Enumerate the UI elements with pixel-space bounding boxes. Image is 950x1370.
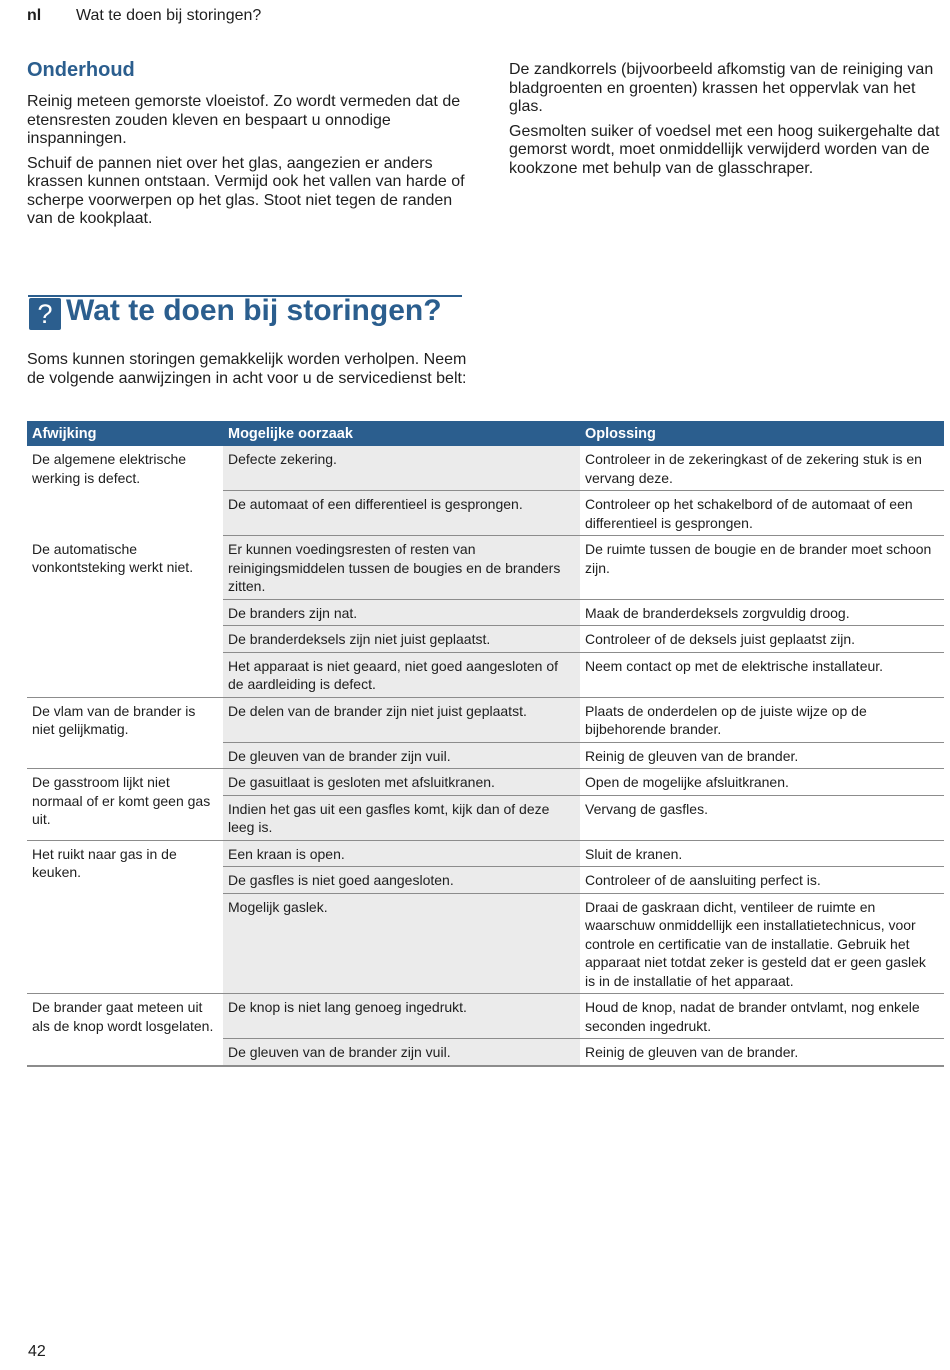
maintenance-paragraph: Schuif de pannen niet over het glas, aangezien er anders krassen kunnen ontstaan. Vermijd ook het vallen van harde of scherpe voorwerpen op het glas. Stoot niet tegen de randen van de kookplaat. [27,154,465,227]
solution-cell: Reinig de gleuven van de brander. [580,742,944,769]
maintenance-paragraph: De zandkorrels (bijvoorbeeld afkomstig van de reiniging van bladgroenten en groenten) krassen het oppervlak van het glas. [509,61,934,115]
fault-cell: De gasstroom lijkt niet normaal of er komt geen gas uit. [27,769,223,841]
running-header [27,7,261,25]
cause-cell: De branderdeksels zijn niet juist geplaatst. [223,626,580,653]
maintenance-left-column [27,93,467,235]
solution-cell: Controleer in de zekeringkast of de zekering stuk is en vervang deze. [580,446,944,491]
cause-cell: Een kraan is open. [223,840,580,867]
cause-cell: De delen van de brander zijn niet juist geplaatst. [223,697,580,742]
maintenance-right-column [509,61,944,184]
table-row [27,994,944,1039]
troubleshooting-table [27,421,944,1067]
cause-cell: De automaat of een differentieel is gesprongen. [223,491,580,536]
cause-cell: Het apparaat is niet geaard, niet goed aangesloten of de aardleiding is defect. [223,652,580,697]
solution-cell: Reinig de gleuven van de brander. [580,1039,944,1066]
cause-cell: De gleuven van de brander zijn vuil. [223,1039,580,1066]
fault-cell: De algemene elektrische werking is defect. [27,446,223,536]
solution-cell: Houd de knop, nadat de brander ontvlamt, nog enkele seconden ingedrukt. [580,994,944,1039]
solution-cell: Maak de branderdeksels zorgvuldig droog. [580,599,944,626]
solution-cell: Plaats de onderdelen op de juiste wijze op de bijbehorende brander. [580,697,944,742]
cause-cell: De gleuven van de brander zijn vuil. [223,742,580,769]
column-header-cause: Mogelijke oorzaak [223,421,580,446]
cause-cell: De knop is niet lang genoeg ingedrukt. [223,994,580,1039]
fault-cell: De automatische vonkontsteking werkt niet. [27,536,223,698]
maintenance-paragraph: Reinig meteen gemorste vloeistof. Zo wordt vermeden dat de etensresten zouden kleven en bespaart u onnodige inspanningen. [27,93,461,147]
table-row [27,769,944,796]
column-header-solution: Oplossing [580,421,944,446]
maintenance-paragraph: Gesmolten suiker of voedsel met een hoog suikergehalte dat gemorst wordt, moet onmiddellijk verwijderd worden van de kookzone met behulp van de glasschraper. [509,122,940,177]
solution-cell: De ruimte tussen de bougie en de brander moet schoon zijn. [580,536,944,600]
solution-cell: Vervang de gasfles. [580,795,944,840]
solution-cell: Sluit de kranen. [580,840,944,867]
running-header-title: Wat te doen bij storingen? [76,7,262,24]
maintenance-heading: Onderhoud [27,59,135,81]
fault-cell: De brander gaat meteen uit als de knop wordt losgelaten. [27,994,223,1066]
cause-cell: Indien het gas uit een gasfles komt, kijk dan of deze leeg is. [223,795,580,840]
cause-cell: De gasuitlaat is gesloten met afsluitkranen. [223,769,580,796]
cause-cell: Er kunnen voedingsresten of resten van reinigingsmiddelen tussen de bougies en de branders zitten. [223,536,580,600]
cause-cell: Mogelijk gaslek. [223,893,580,994]
solution-cell: Controleer op het schakelbord of de automaat of een differentieel is gesprongen. [580,491,944,536]
fault-cell: Het ruikt naar gas in de keuken. [27,840,223,994]
table-row [27,446,944,491]
question-icon [29,298,61,330]
solution-cell: Controleer of de aansluiting perfect is. [580,867,944,894]
table-row [27,536,944,600]
table-row [27,697,944,742]
solution-cell: Open de mogelijke afsluitkranen. [580,769,944,796]
table-header-row [27,421,944,446]
chapter-title: Wat te doen bij storingen? [66,294,442,327]
cause-cell: Defecte zekering. [223,446,580,491]
chapter-intro: Soms kunnen storingen gemakkelijk worden verholpen. Neem de volgende aanwijzingen in acht voor u de servicedienst belt: [27,351,467,387]
solution-cell: Draai de gaskraan dicht, ventileer de ruimte en waarschuw onmiddellijk een installatietechnicus, voor controle en certificatie van de installatie. Gebruik het apparaat niet totdat zeker is gesteld dat er geen gaslek is in de installatie of het apparaat. [580,893,944,994]
cause-cell: De gasfles is niet goed aangesloten. [223,867,580,894]
cause-cell: De branders zijn nat. [223,599,580,626]
solution-cell: Neem contact op met de elektrische installateur. [580,652,944,697]
language-code: nl [27,7,42,24]
fault-cell: De vlam van de brander is niet gelijkmatig. [27,697,223,769]
question-glyph: ? [37,299,53,329]
solution-cell: Controleer of de deksels juist geplaatst zijn. [580,626,944,653]
page-number: 42 [28,1343,46,1360]
table-row [27,840,944,867]
column-header-fault: Afwijking [27,421,223,446]
